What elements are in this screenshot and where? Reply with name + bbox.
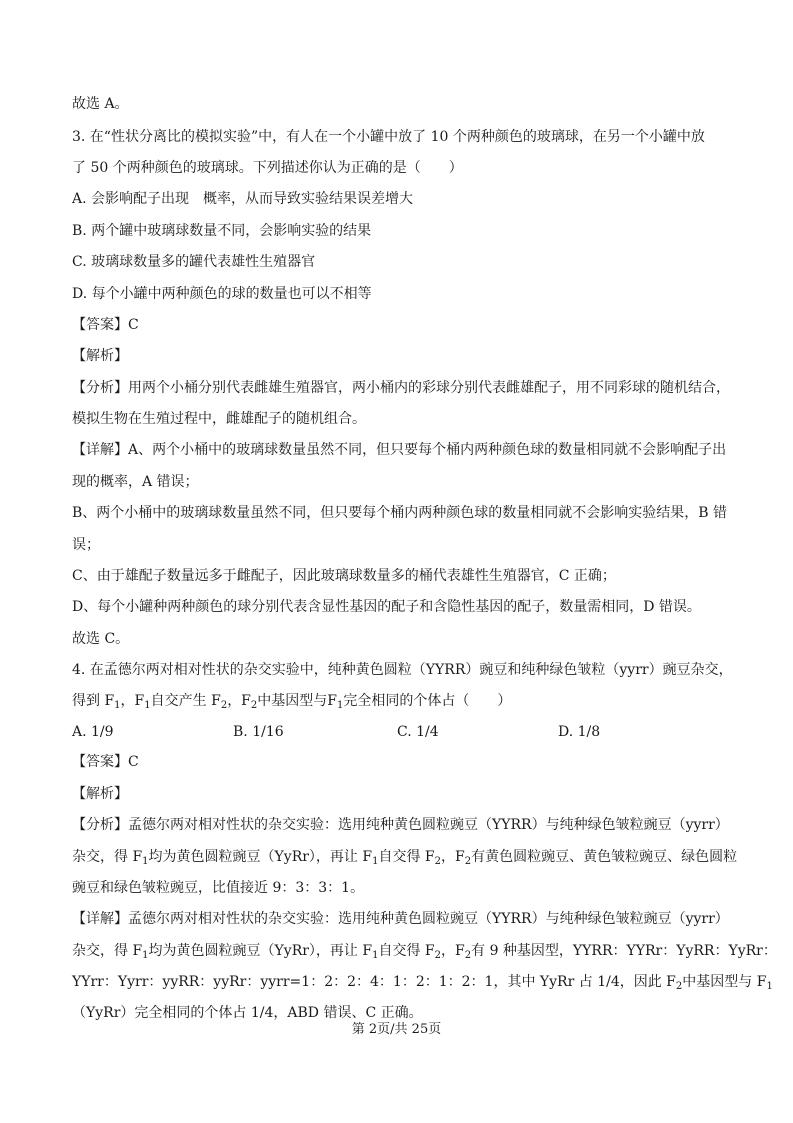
text-line: 故选 C。 [72, 631, 130, 647]
option-b: B. 两个罐中玻璃球数量不同，会影响实验的结果 [72, 223, 372, 239]
option-b: B. 1/16 [233, 724, 284, 740]
detail-text: 【详解】孟德尔两对相对性状的杂交实验：选用纯种黄色圆粒豌豆（YYRR）与纯种绿色皱粒豌豆（yyrr） [72, 911, 729, 927]
detail-text: 误； [72, 537, 100, 553]
analysis-text: 杂交，得 $F_1$均为黄色圆粒豌豆（YyRr），再让 $F_1$自交得 $F_2$，$F_2$有黄色圆粒豌豆、黄色皱粒豌豆、绿色圆粒 [72, 849, 738, 867]
detail-text: B、两个小桶中的玻璃球数量虽然不同，但只要每个桶内两种颜色球的数量相同就不会影响实验结果，B 错 [72, 505, 728, 521]
analysis-heading: 【解析】 [72, 348, 128, 364]
detail-text: （YyRr）完全相同的个体占 1/4，ABD 错误、C 正确。 [72, 1005, 423, 1021]
option-d: D. 每个小罐中两种颜色的球的数量也可以不相等 [72, 286, 372, 302]
question-4-stem: 4. 在孟德尔两对相对性状的杂交实验中，纯种黄色圆粒（YYRR）豌豆和纯种绿色皱粒（yyrr）豌豆杂交， [72, 662, 733, 678]
analysis-text: 模拟生物在生殖过程中，雌雄配子的随机组合。 [72, 411, 366, 427]
question-4-stem-cont: 得到 $F_1$，$F_1$自交产生 $F_2$，$F_2$中基因型与$F_1$完全相同的个体占（ ） [72, 693, 512, 711]
option-a: A. 会影响配子出现 概率，从而导致实验结果误差增大 [72, 191, 414, 207]
option-c: C. 玻璃球数量多的罐代表雄性生殖器官 [72, 254, 316, 270]
question-3-stem: 3. 在“性状分离比的模拟实验”中，有人在一个小罐中放了 10 个两种颜色的玻璃球，在另一个小罐中放 [72, 129, 705, 145]
option-a: A. 1/9 [72, 724, 114, 740]
analysis-text: 【分析】孟德尔两对相对性状的杂交实验：选用纯种黄色圆粒豌豆（YYRR）与纯种绿色皱粒豌豆（yyrr） [72, 817, 729, 833]
page-number-footer: 第 2页/共 25页 [351, 1022, 442, 1037]
analysis-text: 【分析】用两个小桶分别代表雌雄生殖器官，两小桶内的彩球分别代表雌雄配子，用不同彩球的随机结合， [72, 380, 730, 396]
answer-label: 【答案】C [72, 754, 139, 770]
option-c: C. 1/4 [397, 724, 439, 740]
detail-text: 现的概率，A 错误； [72, 474, 199, 490]
answer-label: 【答案】C [72, 317, 139, 333]
detail-text: YYrr：Yyrr：yyRR：yyRr：yyrr=1：2：2：4：1：2：1：2：1，其中 YyRr 占 1/4，因此 $F_2$中基因型与 $F_1$ [72, 974, 773, 992]
detail-text: 【详解】A、两个小桶中的玻璃球数量虽然不同，但只要每个桶内两种颜色球的数量相同就不会影响配子出 [72, 442, 727, 458]
text-line: 故选 A。 [72, 96, 129, 112]
question-3-stem-cont: 了 50 个两种颜色的玻璃球。下列描述你认为正确的是（ ） [72, 160, 463, 176]
detail-text: D、每个小罐种两种颜色的球分别代表含显性基因的配子和含隐性基因的配子，数量需相同，D 错误。 [72, 599, 701, 615]
analysis-text: 豌豆和绿色皱粒豌豆，比值接近 9：3：3：1。 [72, 880, 365, 896]
detail-text: 杂交，得 $F_1$均为黄色圆粒豌豆（YyRr），再让 $F_1$自交得 $F_2$，$F_2$有 9 种基因型，YYRR：YYRr：YyRR：YyRr： [72, 943, 777, 961]
analysis-heading: 【解析】 [72, 786, 128, 802]
detail-text: C、由于雄配子数量远多于雌配子，因此玻璃球数量多的桶代表雄性生殖器官，C 正确； [72, 568, 616, 584]
option-d: D. 1/8 [558, 724, 601, 740]
